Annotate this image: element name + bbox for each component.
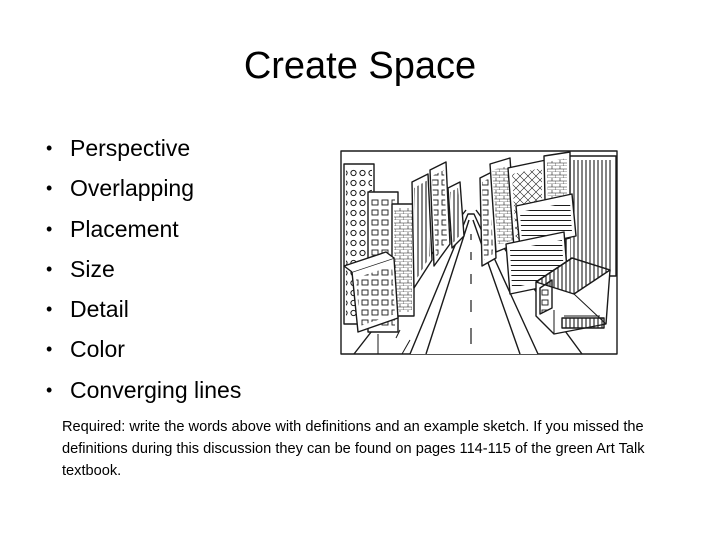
bullet-text: Overlapping — [70, 175, 195, 202]
slide-title: Create Space — [243, 45, 477, 87]
bullet-item — [46, 289, 241, 329]
bullet-text: Size — [70, 255, 115, 282]
perspective-city-illustration — [340, 148, 618, 358]
bullet-item — [46, 168, 241, 208]
bullet-marker: • — [46, 299, 53, 320]
bullet-item — [46, 209, 241, 249]
bullet-text: Detail — [70, 296, 129, 323]
bullet-text: Converging lines — [70, 376, 242, 403]
bullet-text: Placement — [70, 215, 179, 242]
bullet-marker: • — [46, 339, 53, 360]
bullet-text: Perspective — [70, 135, 191, 161]
bullet-list — [46, 128, 241, 410]
bullet-marker: • — [46, 379, 53, 400]
bullet-item — [46, 329, 241, 369]
bullet-marker: • — [46, 218, 53, 239]
bullet-marker: • — [46, 138, 53, 158]
bullet-item — [46, 128, 241, 168]
bullet-item — [46, 249, 241, 289]
bullet-marker: • — [46, 178, 53, 199]
bullet-text: Color — [70, 336, 125, 363]
assignment-note: Required: write the words above with definitions and an example sketch. If you missed the definitions during this discussion they can be found on pages 114-115 of the green Art Talk textbook. — [62, 419, 645, 479]
bullet-marker: • — [46, 258, 53, 279]
bullet-item — [46, 370, 241, 410]
